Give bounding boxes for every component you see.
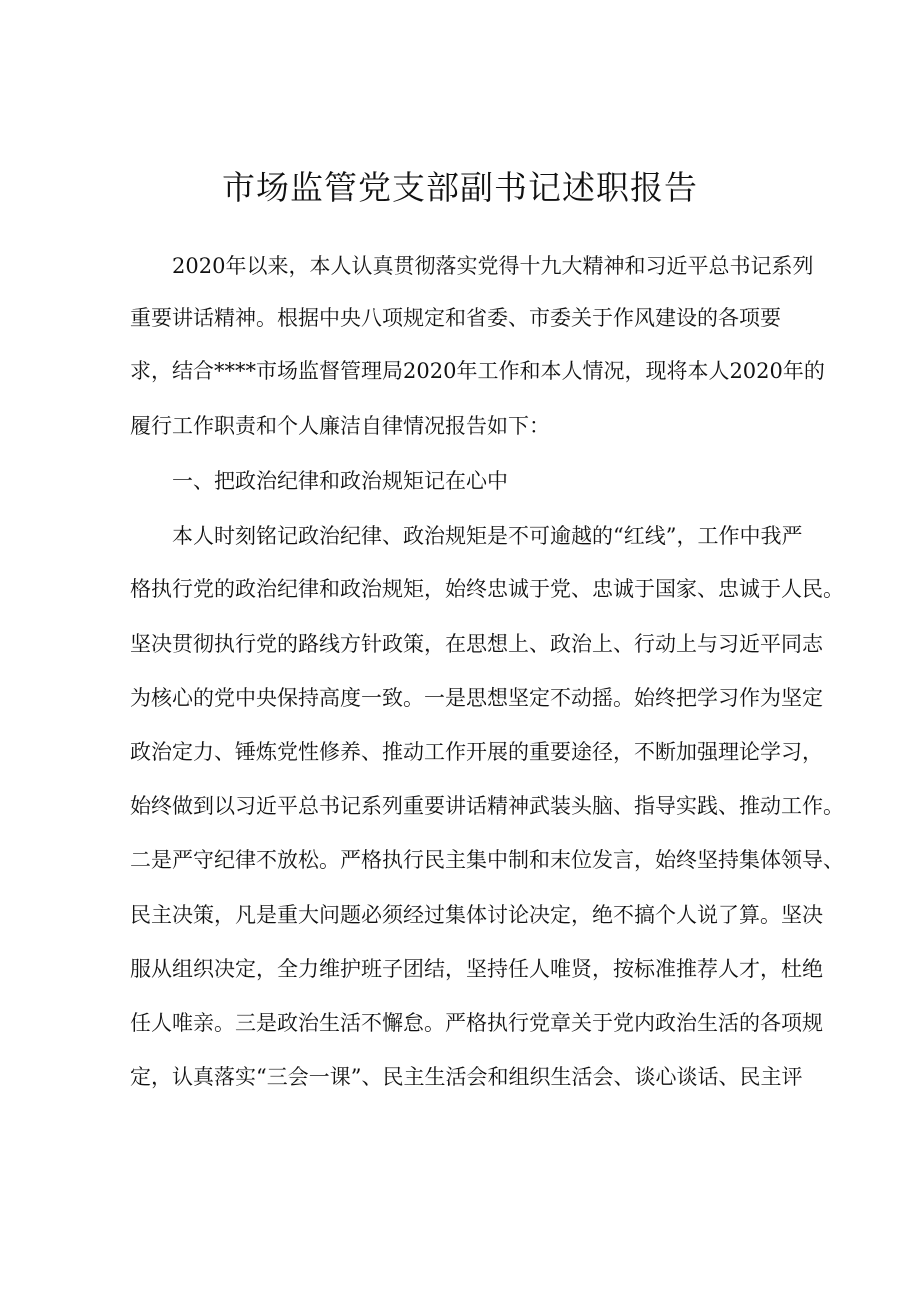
paragraph-line: 2020年以来，本人认真贯彻落实党得十九大精神和习近平总书记系列 [172,254,814,278]
paragraph-line: 本人时刻铭记政治纪律、政治规矩是不可逾越的“红线”，工作中我严 [172,524,803,548]
paragraph-line: 履行工作职责和个人廉洁自律情况报告如下： [130,414,550,438]
paragraph-line: 定，认真落实“三会一课”、民主生活会和组织生活会、谈心谈话、民主评 [130,1065,803,1089]
paragraph-line: 为核心的党中央保持高度一致。一是思想坚定不动摇。始终把学习作为坚定 [130,686,823,710]
paragraph-line: 坚决贯彻执行党的路线方针政策，在思想上、政治上、行动上与习近平同志 [130,632,823,656]
paragraph-line: 格执行党的政治纪律和政治规矩，始终忠诚于党、忠诚于国家、忠诚于人民。 [130,577,844,601]
section-heading: 一、把政治纪律和政治规矩记在心中 [172,469,508,493]
document-title: 市场监管党支部副书记述职报告 [222,168,698,207]
paragraph-line: 求，结合****市场监督管理局2020年工作和本人情况，现将本人2020年的 [130,359,825,383]
paragraph-line: 服从组织决定，全力维护班子团结，坚持任人唯贤，按标准推荐人才，杜绝 [130,957,823,981]
paragraph-line: 政治定力、锤炼党性修养、推动工作开展的重要途径，不断加强理论学习， [130,740,823,764]
paragraph-line: 民主决策，凡是重大问题必须经过集体讨论决定，绝不搞个人说了算。坚决 [130,903,823,927]
paragraph-line: 始终做到以习近平总书记系列重要讲话精神武装头脑、指导实践、推动工作。 [130,794,844,818]
paragraph-line: 任人唯亲。三是政治生活不懈怠。严格执行党章关于党内政治生活的各项规 [130,1011,823,1035]
paragraph-line: 二是严守纪律不放松。严格执行民主集中制和末位发言，始终坚持集体领导、 [130,848,844,872]
paragraph-line: 重要讲话精神。根据中央八项规定和省委、市委关于作风建设的各项要 [130,306,781,330]
